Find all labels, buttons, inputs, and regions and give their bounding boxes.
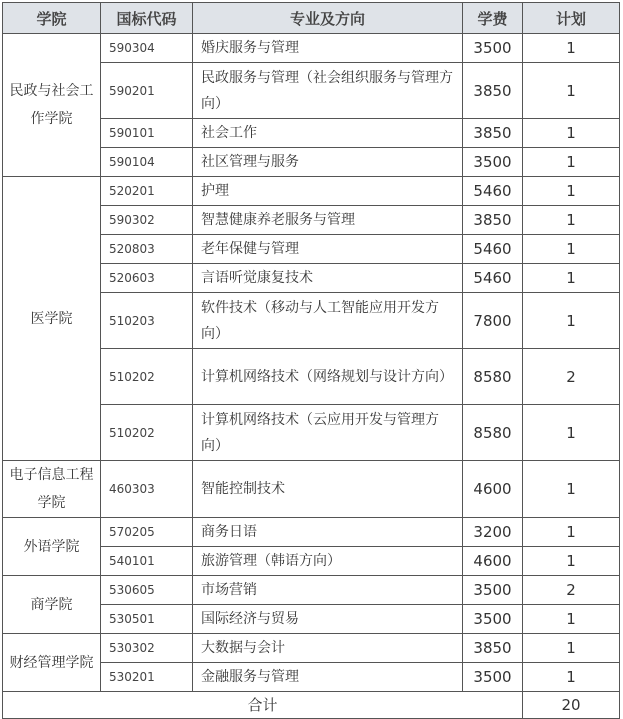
fee-cell: 3850 bbox=[463, 119, 523, 148]
code-cell: 590304 bbox=[101, 34, 193, 63]
plan-cell: 1 bbox=[523, 264, 620, 293]
plan-cell: 1 bbox=[523, 461, 620, 518]
plan-cell: 1 bbox=[523, 63, 620, 119]
plan-cell: 1 bbox=[523, 177, 620, 206]
fee-cell: 5460 bbox=[463, 235, 523, 264]
plan-cell: 1 bbox=[523, 206, 620, 235]
code-cell: 510202 bbox=[101, 405, 193, 461]
plan-cell: 2 bbox=[523, 349, 620, 405]
college-cell: 民政与社会工作学院 bbox=[3, 34, 101, 177]
header-code: 国标代码 bbox=[101, 3, 193, 34]
table-row bbox=[3, 634, 620, 663]
major-cell: 言语听觉康复技术 bbox=[193, 264, 463, 293]
major-cell: 护理 bbox=[193, 177, 463, 206]
major-cell: 旅游管理（韩语方向） bbox=[193, 547, 463, 576]
plan-cell: 1 bbox=[523, 605, 620, 634]
major-cell: 计算机网络技术（云应用开发与管理方向） bbox=[193, 405, 463, 461]
fee-cell: 4600 bbox=[463, 461, 523, 518]
table-row bbox=[3, 34, 620, 63]
major-cell: 商务日语 bbox=[193, 518, 463, 547]
major-cell: 民政服务与管理（社会组织服务与管理方向） bbox=[193, 63, 463, 119]
fee-cell: 7800 bbox=[463, 293, 523, 349]
fee-cell: 3200 bbox=[463, 518, 523, 547]
fee-cell: 5460 bbox=[463, 177, 523, 206]
enrollment-plan-table bbox=[2, 2, 620, 719]
code-cell: 590101 bbox=[101, 119, 193, 148]
fee-cell: 8580 bbox=[463, 349, 523, 405]
major-cell: 智能控制技术 bbox=[193, 461, 463, 518]
major-cell: 计算机网络技术（网络规划与设计方向） bbox=[193, 349, 463, 405]
code-cell: 590104 bbox=[101, 148, 193, 177]
plan-cell: 1 bbox=[523, 405, 620, 461]
table-row bbox=[3, 177, 620, 206]
major-cell: 老年保健与管理 bbox=[193, 235, 463, 264]
code-cell: 520803 bbox=[101, 235, 193, 264]
major-cell: 金融服务与管理 bbox=[193, 663, 463, 692]
header-fee: 学费 bbox=[463, 3, 523, 34]
plan-cell: 2 bbox=[523, 576, 620, 605]
fee-cell: 3500 bbox=[463, 663, 523, 692]
code-cell: 540101 bbox=[101, 547, 193, 576]
code-cell: 590302 bbox=[101, 206, 193, 235]
major-cell: 社区管理与服务 bbox=[193, 148, 463, 177]
plan-cell: 1 bbox=[523, 293, 620, 349]
header-college: 学院 bbox=[3, 3, 101, 34]
code-cell: 530302 bbox=[101, 634, 193, 663]
total-value: 20 bbox=[523, 692, 620, 719]
code-cell: 530201 bbox=[101, 663, 193, 692]
header-row bbox=[3, 3, 620, 34]
code-cell: 570205 bbox=[101, 518, 193, 547]
plan-cell: 1 bbox=[523, 518, 620, 547]
college-cell: 外语学院 bbox=[3, 518, 101, 576]
plan-cell: 1 bbox=[523, 34, 620, 63]
table-row bbox=[3, 461, 620, 518]
college-cell: 财经管理学院 bbox=[3, 634, 101, 692]
total-row bbox=[3, 692, 620, 719]
fee-cell: 3500 bbox=[463, 576, 523, 605]
header-plan: 计划 bbox=[523, 3, 620, 34]
major-cell: 智慧健康养老服务与管理 bbox=[193, 206, 463, 235]
fee-cell: 3500 bbox=[463, 148, 523, 177]
college-cell: 电子信息工程学院 bbox=[3, 461, 101, 518]
total-label: 合计 bbox=[3, 692, 523, 719]
header-major: 专业及方向 bbox=[193, 3, 463, 34]
code-cell: 510203 bbox=[101, 293, 193, 349]
fee-cell: 3500 bbox=[463, 34, 523, 63]
code-cell: 530501 bbox=[101, 605, 193, 634]
major-cell: 市场营销 bbox=[193, 576, 463, 605]
plan-cell: 1 bbox=[523, 663, 620, 692]
plan-cell: 1 bbox=[523, 235, 620, 264]
fee-cell: 3850 bbox=[463, 63, 523, 119]
plan-cell: 1 bbox=[523, 547, 620, 576]
table-row bbox=[3, 576, 620, 605]
plan-cell: 1 bbox=[523, 119, 620, 148]
code-cell: 590201 bbox=[101, 63, 193, 119]
code-cell: 460303 bbox=[101, 461, 193, 518]
fee-cell: 3850 bbox=[463, 634, 523, 663]
fee-cell: 5460 bbox=[463, 264, 523, 293]
code-cell: 520603 bbox=[101, 264, 193, 293]
table-row bbox=[3, 518, 620, 547]
college-cell: 商学院 bbox=[3, 576, 101, 634]
major-cell: 大数据与会计 bbox=[193, 634, 463, 663]
fee-cell: 3850 bbox=[463, 206, 523, 235]
fee-cell: 8580 bbox=[463, 405, 523, 461]
plan-cell: 1 bbox=[523, 148, 620, 177]
fee-cell: 4600 bbox=[463, 547, 523, 576]
major-cell: 国际经济与贸易 bbox=[193, 605, 463, 634]
code-cell: 530605 bbox=[101, 576, 193, 605]
fee-cell: 3500 bbox=[463, 605, 523, 634]
major-cell: 婚庆服务与管理 bbox=[193, 34, 463, 63]
plan-cell: 1 bbox=[523, 634, 620, 663]
college-cell: 医学院 bbox=[3, 177, 101, 461]
major-cell: 软件技术（移动与人工智能应用开发方向） bbox=[193, 293, 463, 349]
major-cell: 社会工作 bbox=[193, 119, 463, 148]
code-cell: 520201 bbox=[101, 177, 193, 206]
code-cell: 510202 bbox=[101, 349, 193, 405]
